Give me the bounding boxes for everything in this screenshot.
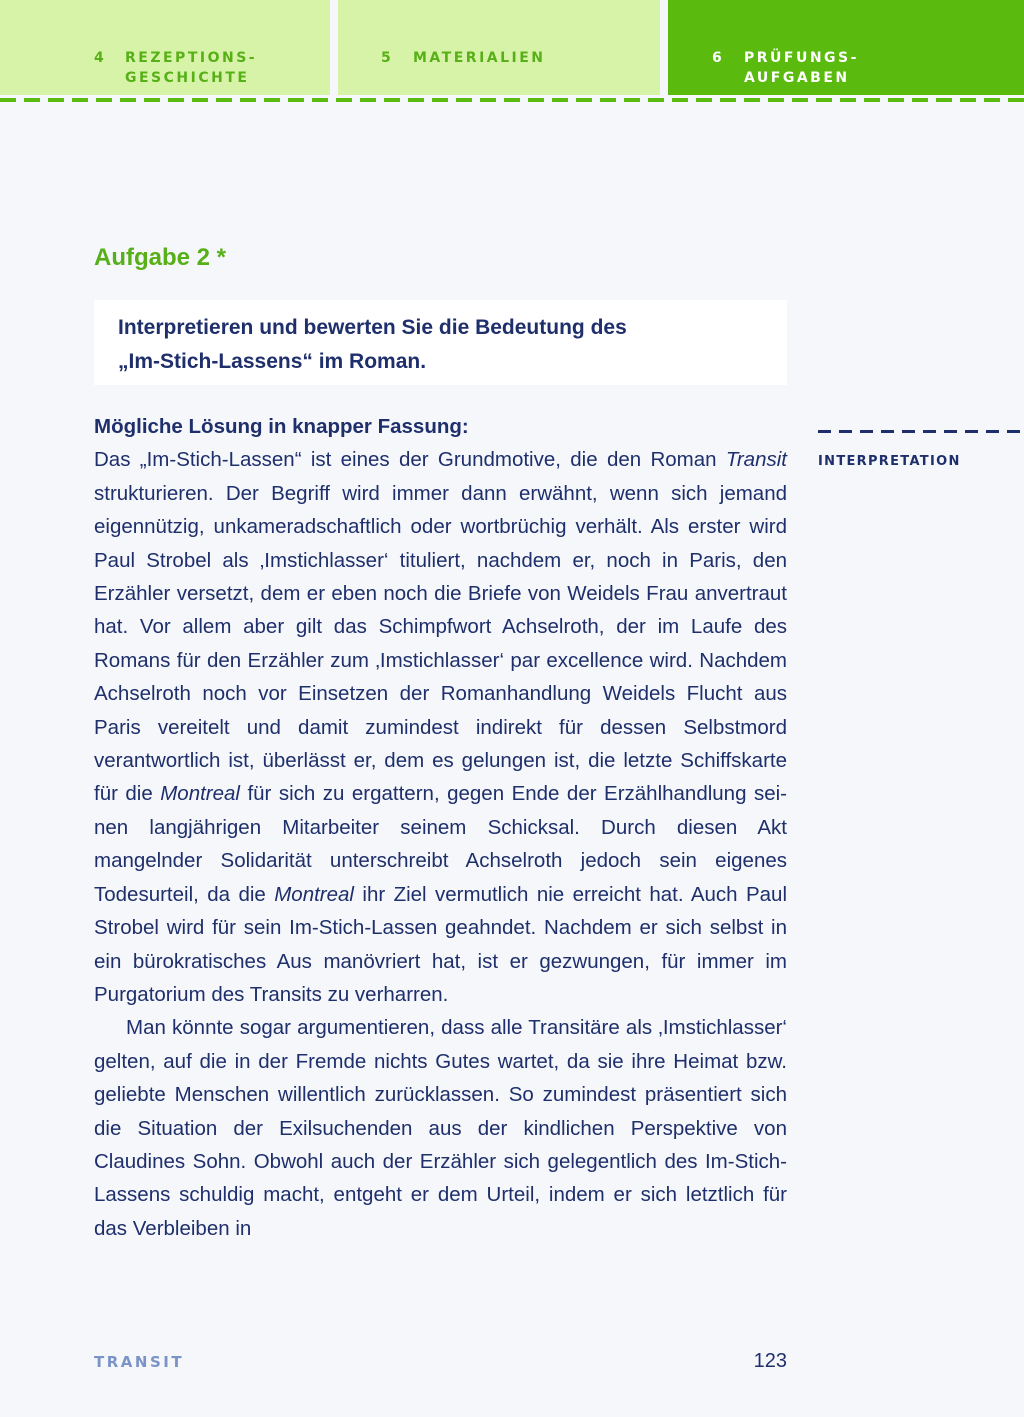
- tab-label-line1: REZEPTIONS-: [125, 50, 258, 66]
- p1-title-montreal: Montreal: [160, 782, 240, 806]
- tab-label: [744, 48, 859, 88]
- p1-title-montreal-2: Montreal: [274, 882, 354, 906]
- task-prompt-box: [94, 300, 787, 385]
- margin-dashed-rule: [818, 430, 1024, 433]
- tab-materialien[interactable]: [338, 0, 660, 95]
- tab-number: 6: [712, 50, 725, 66]
- tab-label-line1: MATERIALIEN: [413, 50, 546, 66]
- solution-paragraph-2: Man könnte sogar argumentieren, dass alle Transitäre als ‚Imstichlasser‘ gelten, auf die in der Fremde nichts Gutes wartet, da sie ihre Heimat bzw. geliebte Menschen willentlich zurücklassen. So zumindest präsentiert sich die Situation der Exilsuchenden aus der kindlichen Perspektive von Claudines Sohn. Obwohl auch der Erzähler sich gelegentlich des Im-Stich-Lassens schuldig macht, entgeht er dem Urteil, indem er sich letztlich für das Verbleiben in: [94, 1016, 787, 1240]
- margin-label: INTERPRETATION: [818, 454, 961, 469]
- task-heading: Aufgabe 2 *: [94, 244, 227, 271]
- p1-text-d: ihr Ziel vermutlich nie erreicht hat. Auch Paul Strobel wird für sein Im-Stich-Lassen geahndet. Nachdem er sich selbst in ein bürokratisches Aus manövriert hat, ist er gezwungen, für immer im Purgatorium des Transits zu verharren.: [94, 882, 787, 1006]
- tab-label-line1: PRÜFUNGS-: [744, 50, 859, 66]
- tab-number: 5: [381, 50, 394, 66]
- task-prompt-line2: „Im-Stich-Lassens“ im Roman.: [118, 350, 427, 373]
- p1-text-a: Das „Im-Stich-Lassen“ ist eines der Grundmotive, die den Roman: [94, 448, 726, 472]
- solution-paragraph-1: [94, 443, 787, 1011]
- p1-text-b: strukturieren. Der Begriff wird immer dann erwähnt, wenn sich jemand eigennützig, unkameradschaftlich oder wortbrüchig verhält. Als erster wird Paul Strobel als ‚Imstichlasser‘ tituliert, nachdem er, noch in Paris, den Erzähler versetzt, dem er eben noch die Briefe von Weidels Frau anvertraut hat. Vor allem aber gilt das Schimpfwort Achselroth, der im Laufe des Romans für den Erzähler zum ‚Imstichlasser‘ par excellence wird. Nachdem Achselroth noch vor Einsetzen der Romanhandlung Weidels Flucht aus Paris vereitelt und damit zumindest indirekt für dessen Selbstmord verantwortlich ist, überlässt er, dem es gelungen ist, die letzte Schiffskarte für die: [94, 481, 787, 806]
- tab-rezeptionsgeschichte[interactable]: [0, 0, 330, 95]
- tab-label-line2: GESCHICHTE: [125, 70, 250, 86]
- chapter-tabs: [0, 0, 1024, 95]
- tab-label: [413, 48, 546, 68]
- solution-heading: Mögliche Lösung in knapper Fassung:: [94, 415, 469, 438]
- tab-pruefungsaufgaben[interactable]: [668, 0, 1024, 95]
- tab-label-line2: AUFGABEN: [744, 70, 850, 86]
- solution-text: [94, 410, 787, 1245]
- task-prompt-line1: Interpretieren und bewerten Sie die Bedeutung des: [118, 316, 627, 339]
- p1-title-transit: Transit: [725, 448, 787, 472]
- header-dashed-divider: [0, 98, 1024, 102]
- p1-text-c: für sich zu ergattern, gegen Ende der Erzählhandlung seinen langjährigen Mitarbeiter seinem Schicksal. Durch diesen Akt mangelnder Solidarität unterschreibt Achselroth jedoch sein eigenes Todesurteil, da die: [94, 782, 787, 906]
- tab-label: [125, 48, 257, 88]
- footer-book-title: TRANSIT: [94, 1353, 185, 1371]
- tab-number: 4: [94, 50, 107, 66]
- page-number: 123: [753, 1350, 787, 1372]
